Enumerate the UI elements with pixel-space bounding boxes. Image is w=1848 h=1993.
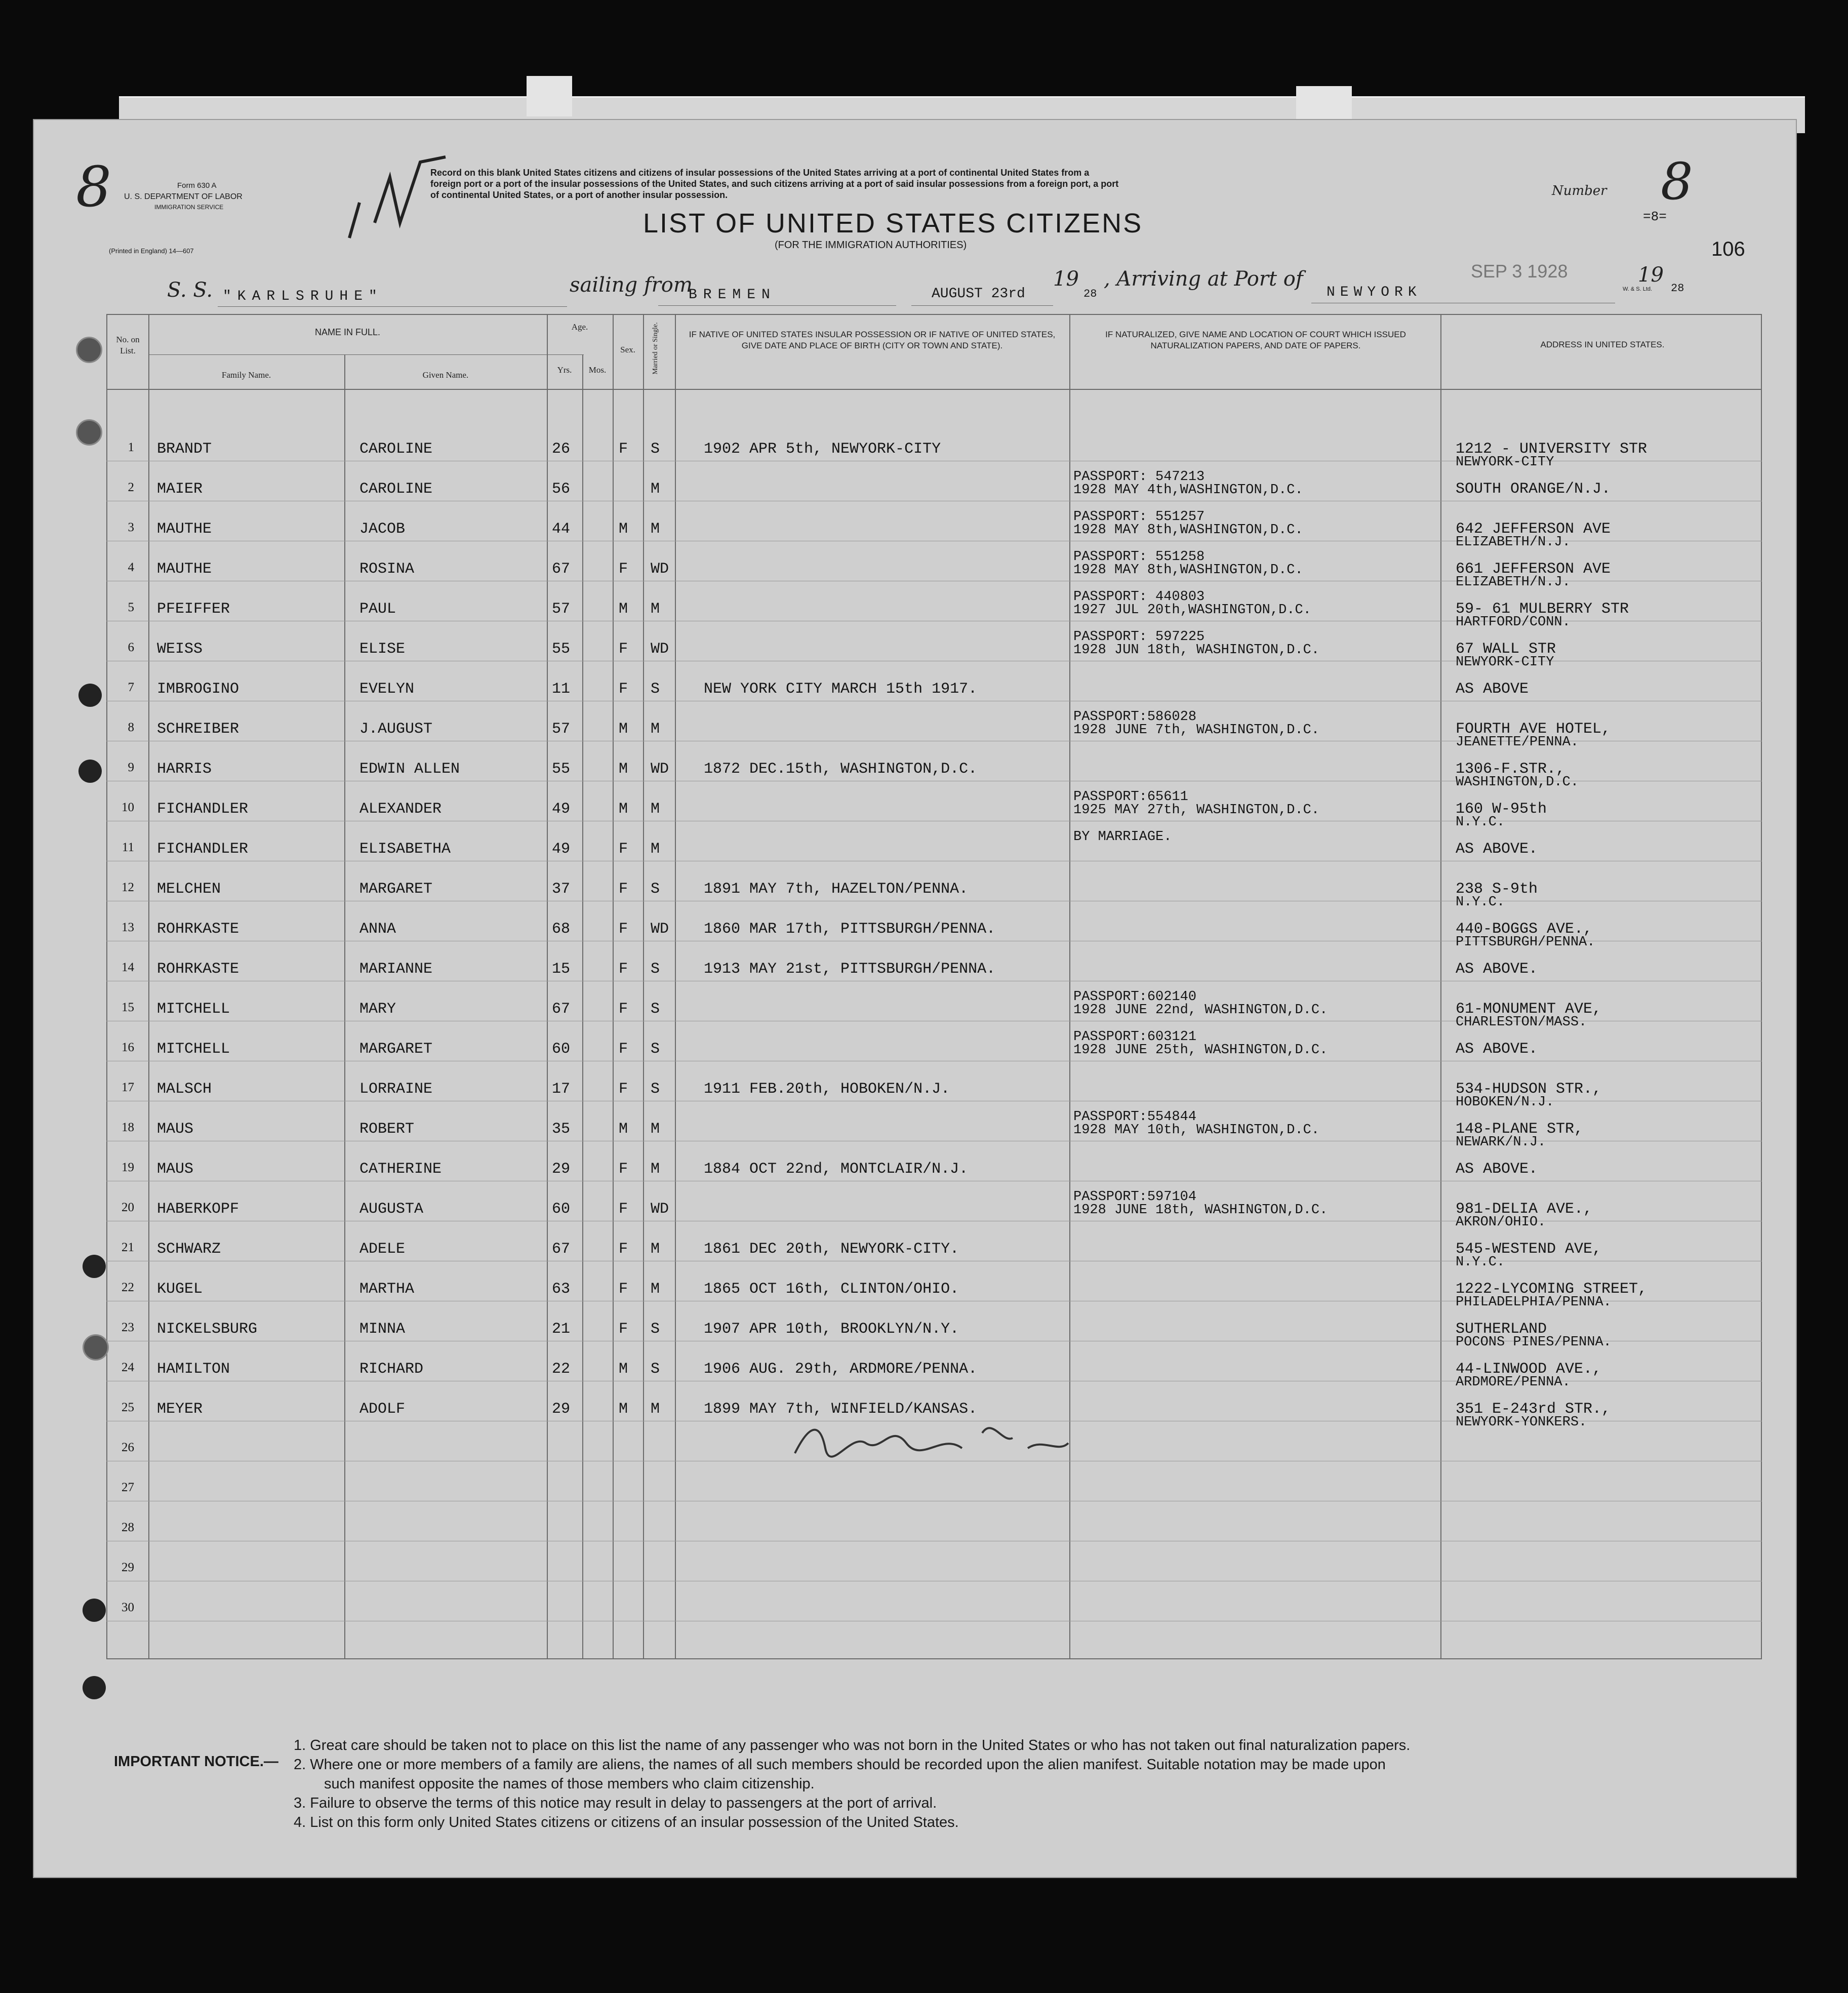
naturalization-line-1: PASSPORT: 547213 [1073,469,1205,485]
naturalization-line-2: 1927 JUL 20th,WASHINGTON,D.C. [1073,603,1311,618]
sex: F [619,1241,628,1258]
birth-details: 1891 MAY 7th, HAZELTON/PENNA. [704,881,969,898]
address-line-1: 351 E-243rd STR., [1456,1401,1611,1418]
marital-status: M [651,521,660,538]
age-years: 17 [552,1081,571,1098]
sex: F [619,1161,628,1178]
sex: F [619,1001,628,1018]
age-years: 44 [552,521,571,538]
punch-hole [83,1599,106,1622]
age-years: 55 [552,761,571,778]
birth-details: 1899 MAY 7th, WINFIELD/KANSAS. [704,1401,978,1418]
naturalization-line-1: PASSPORT: 597225 [1073,629,1205,645]
marital-status: S [651,1001,660,1018]
row-number: 2 [128,481,134,494]
marital-status: WD [651,641,669,658]
given-name: J.AUGUST [359,721,433,738]
sailing-label: sailing from [570,273,693,297]
sex: M [619,1121,628,1138]
header-no-on-list: No. on List. [116,335,140,355]
naturalization-line-2: 1928 MAY 8th,WASHINGTON,D.C. [1073,523,1303,538]
given-name: MARGARET [359,1041,433,1058]
naturalization-line-1: PASSPORT: 551258 [1073,549,1205,565]
header-yrs: Yrs. [557,365,572,375]
naturalization-line-2: 1925 MAY 27th, WASHINGTON,D.C. [1073,803,1320,818]
family-name: ROHRKASTE [157,921,239,938]
given-name: ANNA [359,921,396,938]
naturalization-line-1: PASSPORT:65611 [1073,789,1188,805]
notice-item: 1. Great care should be taken not to place on this list the name of any passenger who was not born in the United States or who has not taken out final naturalization papers. [294,1737,1411,1753]
address-line-1: AS ABOVE. [1456,1161,1538,1178]
age-years: 21 [552,1321,571,1338]
year2-prefix: 19 [1638,263,1664,287]
age-years: 29 [552,1161,571,1178]
marital-status: S [651,1321,660,1338]
sex: F [619,1281,628,1298]
address-line-2: ARDMORE/PENNA. [1456,1375,1571,1390]
naturalization-line-2: 1928 MAY 10th, WASHINGTON,D.C. [1073,1123,1320,1138]
naturalization-line-2: 1928 JUNE 25th, WASHINGTON,D.C. [1073,1043,1328,1058]
marital-status: S [651,1081,660,1098]
service: IMMIGRATION SERVICE [154,204,224,211]
address-line-1: AS ABOVE [1456,681,1529,698]
sex: M [619,1361,628,1378]
row-number: 26 [122,1441,134,1454]
marital-status: S [651,1361,660,1378]
naturalization-line-2: 1928 MAY 8th,WASHINGTON,D.C. [1073,563,1303,578]
number-label: Number [1552,183,1607,198]
table-bottom-border [106,1658,1762,1659]
row-number: 28 [122,1521,134,1534]
page-title: LIST OF UNITED STATES CITIZENS [643,208,1143,238]
year2-suffix: 28 [1671,282,1684,295]
sex: F [619,681,628,698]
address-line-1: 545-WESTEND AVE, [1456,1241,1602,1258]
family-name: HARRIS [157,761,212,778]
marital-status: M [651,481,660,498]
marital-status: WD [651,921,669,938]
row-number: 10 [122,801,134,814]
birth-details: 1911 FEB.20th, HOBOKEN/N.J. [704,1081,950,1098]
age-years: 68 [552,921,571,938]
printer-mark: W. & S. Ltd. [1623,286,1653,292]
row-number: 20 [122,1201,134,1214]
family-name: KUGEL [157,1281,203,1298]
sex: F [619,441,628,458]
address-line-1: 148-PLANE STR, [1456,1121,1584,1138]
sex: F [619,841,628,858]
address-line-1: 44-LINWOOD AVE., [1456,1361,1602,1378]
address-line-1: 981-DELIA AVE., [1456,1201,1593,1218]
address-line-1: 661 JEFFERSON AVE [1456,561,1611,578]
marital-status: S [651,881,660,898]
form-id: Form 630 A [177,181,217,190]
address-line-1: AS ABOVE. [1456,961,1538,978]
row-number: 17 [122,1081,134,1094]
row-number: 24 [122,1361,134,1374]
naturalization-line-2: 1928 MAY 4th,WASHINGTON,D.C. [1073,483,1303,498]
ship-name: "KARLSRUHE" [223,289,383,304]
age-years: 67 [552,1001,571,1018]
family-name: SCHWARZ [157,1241,221,1258]
form-instructions: Record on this blank United States citizens and citizens of insular possessions of the United States arriving at a port of continental United States from a foreign port or a port of the insular possessions of the United States, and such citizens arriving at a port of said insular possessions from a foreign port, a port of continental United States, or a port of another insular possession. [430,168,1119,200]
given-name: ELISABETHA [359,841,451,858]
row-number: 25 [122,1401,134,1414]
header-mos: Mos. [588,365,607,375]
marital-status: M [651,841,660,858]
row-number: 23 [122,1321,134,1334]
age-years: 67 [552,561,571,578]
given-name: LORRAINE [359,1081,433,1098]
marital-status: M [651,1161,660,1178]
row-number: 13 [122,921,134,934]
birth-details: 1872 DEC.15th, WASHINGTON,D.C. [704,761,978,778]
given-name: MARTHA [359,1281,415,1298]
birth-details: 1907 APR 10th, BROOKLYN/N.Y. [704,1321,959,1338]
naturalization-line-1: PASSPORT: 551257 [1073,509,1205,525]
family-name: MAUTHE [157,521,212,538]
age-years: 63 [552,1281,571,1298]
row-number: 11 [122,841,134,854]
port-to: NEWYORK [1327,285,1422,300]
age-years: 60 [552,1041,571,1058]
age-years: 57 [552,601,571,618]
given-name: JACOB [359,521,406,538]
marital-status: M [651,1121,660,1138]
header-name-in-full: NAME IN FULL. [314,327,381,337]
table-header-border [106,389,1762,390]
birth-details: 1860 MAR 17th, PITTSBURGH/PENNA. [704,921,996,938]
given-name: MARIANNE [359,961,433,978]
given-name: MARY [359,1001,396,1018]
header-naturalized: IF NATURALIZED, GIVE NAME AND LOCATION OF COURT WHICH ISSUED NATURALIZATION PAPERS, AND DATE OF PAPERS. [1105,330,1406,350]
sex: F [619,1041,628,1058]
notice-item: 3. Failure to observe the terms of this notice may result in delay to passengers at the port of arrival. [294,1795,937,1811]
sex: M [619,521,628,538]
sex: M [619,801,628,818]
address-line-2: ELIZABETH/N.J. [1456,535,1571,550]
given-name: ADELE [359,1241,406,1258]
sex: F [619,961,628,978]
family-name: HAMILTON [157,1361,230,1378]
row-number: 8 [128,721,134,734]
marital-status: S [651,1041,660,1058]
marital-status: S [651,441,660,458]
given-name: ROSINA [359,561,415,578]
given-name: ADOLF [359,1401,406,1418]
address-line-1: AS ABOVE. [1456,841,1538,858]
age-years: 15 [552,961,571,978]
age-years: 56 [552,481,571,498]
sex: F [619,1081,628,1098]
family-name: FICHANDLER [157,841,249,858]
row-number: 19 [122,1161,134,1174]
family-name: MITCHELL [157,1041,230,1058]
address-line-2: N.Y.C. [1456,895,1505,910]
punch-hole [76,419,102,446]
family-name: BRANDT [157,441,212,458]
marital-status: M [651,801,660,818]
naturalization-line-2: 1928 JUNE 22nd, WASHINGTON,D.C. [1073,1003,1328,1018]
paper-tab [1296,86,1352,122]
sex: F [619,881,628,898]
row-number: 22 [122,1281,134,1294]
age-years: 11 [552,681,571,698]
naturalization-line-1: PASSPORT:554844 [1073,1109,1197,1125]
header-family-name: Family Name. [221,370,271,380]
address-line-2: AKRON/OHIO. [1456,1215,1546,1230]
naturalization-line-1: PASSPORT:603121 [1073,1029,1197,1045]
given-name: CAROLINE [359,481,433,498]
row-number: 7 [128,681,134,694]
age-years: 29 [552,1401,571,1418]
age-years: 49 [552,841,571,858]
address-line-1: 238 S-9th [1456,881,1538,898]
address-line-1: 1212 - UNIVERSITY STR [1456,441,1648,458]
marital-status: S [651,681,660,698]
naturalization-line-2: 1928 JUN 18th, WASHINGTON,D.C. [1073,643,1320,658]
naturalization-line-1: PASSPORT:586028 [1073,709,1197,725]
department: U. S. DEPARTMENT OF LABOR [124,192,243,201]
address-line-2: PHILADELPHIA/PENNA. [1456,1295,1612,1310]
ss-label: S. S. [167,278,213,302]
port-from: BREMEN [689,287,776,303]
address-line-1: 440-BOGGS AVE., [1456,921,1593,938]
age-years: 26 [552,441,571,458]
given-name: RICHARD [359,1361,424,1378]
punch-hole [83,1334,109,1361]
birth-details: 1861 DEC 20th, NEWYORK-CITY. [704,1241,959,1258]
family-name: MITCHELL [157,1001,230,1018]
family-name: PFEIFFER [157,601,230,618]
row-number: 16 [122,1041,134,1054]
marital-status: M [651,721,660,738]
address-line-2: NEWARK/N.J. [1456,1135,1546,1150]
address-line-1: 160 W-95th [1456,801,1547,818]
notice-list [294,1736,1772,1832]
marital-status: S [651,961,660,978]
header-sex: Sex. [620,345,635,354]
address-line-2: NEWYORK-CITY [1456,455,1554,470]
marital-status: M [651,601,660,618]
table-top-border [106,314,1762,315]
notice-item: 4. List on this form only United States citizens or citizens of an insular possession of the United States. [294,1814,959,1830]
arrival-stamp: SEP 3 1928 [1471,261,1568,282]
punch-hole [83,1676,106,1699]
address-line-2: CHARLESTON/MASS. [1456,1015,1587,1030]
given-name: ALEXANDER [359,801,442,818]
naturalization-line-1: PASSPORT:602140 [1073,989,1197,1005]
header-married-single: Married or Single. [652,322,659,375]
age-years: 22 [552,1361,571,1378]
marital-status: WD [651,1201,669,1218]
given-name: ROBERT [359,1121,415,1138]
given-name: AUGUSTA [359,1201,424,1218]
address-line-2: ELIZABETH/N.J. [1456,575,1571,590]
address-line-1: SUTHERLAND [1456,1321,1547,1338]
row-number: 21 [122,1241,134,1254]
marital-status: M [651,1241,660,1258]
row-number: 18 [122,1121,134,1134]
address-line-2: NEWYORK-CITY [1456,655,1554,670]
printed-note: (Printed in England) 14—607 [109,247,194,255]
birth-details: 1906 AUG. 29th, ARDMORE/PENNA. [704,1361,978,1378]
naturalization-line-2: 1928 JUNE 18th, WASHINGTON,D.C. [1073,1203,1328,1218]
header-given-name: Given Name. [422,370,469,380]
form-sheet [33,119,1797,1878]
row-number: 6 [128,641,134,654]
family-name: MAIER [157,481,203,498]
number-value: 8 [1661,152,1693,211]
header-age: Age. [571,322,588,332]
birth-details: 1913 MAY 21st, PITTSBURGH/PENNA. [704,961,996,978]
given-name: EDWIN ALLEN [359,761,460,778]
address-line-2: POCONS PINES/PENNA. [1456,1335,1612,1350]
row-number: 29 [122,1561,134,1574]
family-name: NICKELSBURG [157,1321,258,1338]
address-line-2: JEANETTE/PENNA. [1456,735,1579,750]
naturalization-line-1: PASSPORT:597104 [1073,1189,1197,1205]
header-address: ADDRESS IN UNITED STATES. [1540,340,1665,349]
address-line-2: N.Y.C. [1456,1255,1505,1270]
corner-number: 8 [76,154,111,219]
address-line-1: 67 WALL STR [1456,641,1556,658]
family-name: MEYER [157,1401,203,1418]
family-name: MAUTHE [157,561,212,578]
row-number: 9 [128,761,134,774]
marital-status: WD [651,761,669,778]
notice-item: such manifest opposite the names of those members who claim citizenship. [324,1776,815,1792]
family-name: ROHRKASTE [157,961,239,978]
family-name: MELCHEN [157,881,221,898]
punch-hole [78,760,102,783]
family-name: MALSCH [157,1081,212,1098]
sex: M [619,1401,628,1418]
naturalization-line-1: BY MARRIAGE. [1073,829,1172,845]
naturalization-line-1: PASSPORT: 440803 [1073,589,1205,605]
departure-date: AUGUST 23rd [932,286,1025,302]
given-name: MINNA [359,1321,406,1338]
row-number: 27 [122,1481,134,1494]
handwritten-signature [790,1413,1073,1468]
given-name: ELISE [359,641,406,658]
arriving-label: , Arriving at Port of [1104,267,1303,291]
address-line-2: N.Y.C. [1456,815,1505,830]
address-line-1: 1306-F.STR., [1456,761,1565,778]
row-number: 3 [128,521,134,534]
row-number: 30 [122,1601,134,1614]
number-sub: =8= [1643,209,1667,224]
address-line-2: NEWYORK-YONKERS. [1456,1415,1587,1430]
age-years: 60 [552,1201,571,1218]
header-native: IF NATIVE OF UNITED STATES INSULAR POSSESSION OR IF NATIVE OF UNITED STATES, GIVE DATE AND PLACE OF BIRTH (CITY OR TOWN AND STATE). [689,330,1056,350]
address-line-2: PITTSBURGH/PENNA. [1456,935,1595,950]
given-name: CATHERINE [359,1161,442,1178]
address-line-1: FOURTH AVE HOTEL, [1456,721,1611,738]
sex: F [619,1321,628,1338]
punch-hole [76,337,102,363]
address-line-1: 1222-LYCOMING STREET, [1456,1281,1648,1298]
family-name: MAUS [157,1161,194,1178]
birth-details: 1884 OCT 22nd, MONTCLAIR/N.J. [704,1161,969,1178]
sex: F [619,921,628,938]
address-line-2: WASHINGTON,D.C. [1456,775,1579,790]
address-line-2: HOBOKEN/N.J. [1456,1095,1554,1110]
notice-label: IMPORTANT NOTICE.— [114,1753,278,1770]
row-number: 14 [122,961,134,974]
sex: F [619,561,628,578]
family-name: HABERKOPF [157,1201,239,1218]
family-name: MAUS [157,1121,194,1138]
sex: F [619,641,628,658]
row-number: 1 [128,441,134,454]
punch-hole [83,1255,106,1278]
given-name: PAUL [359,601,396,618]
row-number: 5 [128,601,134,614]
family-name: SCHREIBER [157,721,239,738]
row-number: 15 [122,1001,134,1014]
naturalization-line-2: 1928 JUNE 7th, WASHINGTON,D.C. [1073,723,1320,738]
age-years: 49 [552,801,571,818]
row-number: 4 [128,561,134,574]
marital-status: M [651,1281,660,1298]
address-line-1: 534-HUDSON STR., [1456,1081,1602,1098]
sex: M [619,761,628,778]
birth-details: 1902 APR 5th, NEWYORK-CITY [704,441,941,458]
marital-status: M [651,1401,660,1418]
year-suffix: 28 [1083,288,1097,300]
year-prefix: 19 [1053,267,1079,291]
family-name: IMBROGINO [157,681,239,698]
age-years: 37 [552,881,571,898]
address-line-2: HARTFORD/CONN. [1456,615,1571,630]
birth-details: NEW YORK CITY MARCH 15th 1917. [704,681,978,698]
birth-details: 1865 OCT 16th, CLINTON/OHIO. [704,1281,959,1298]
sex: M [619,721,628,738]
given-name: CAROLINE [359,441,433,458]
age-years: 35 [552,1121,571,1138]
sex: F [619,1201,628,1218]
notice-item: 2. Where one or more members of a family are aliens, the names of all such members should be recorded upon the alien manifest. Suitable notation may be made upon [294,1757,1386,1773]
sex: M [619,601,628,618]
page-number: 106 [1711,238,1745,260]
age-years: 55 [552,641,571,658]
address-line-1: SOUTH ORANGE/N.J. [1456,481,1611,498]
address-line-1: 61-MONUMENT AVE, [1456,1001,1602,1018]
family-name: WEISS [157,641,203,658]
address-line-1: 59- 61 MULBERRY STR [1456,601,1629,618]
age-years: 57 [552,721,571,738]
paper-tab [527,76,572,116]
given-name: EVELYN [359,681,415,698]
age-years: 67 [552,1241,571,1258]
address-line-1: 642 JEFFERSON AVE [1456,521,1611,538]
given-name: MARGARET [359,881,433,898]
family-name: FICHANDLER [157,801,249,818]
punch-hole [78,684,102,707]
row-number: 12 [122,881,134,894]
address-line-1: AS ABOVE. [1456,1041,1538,1058]
marital-status: WD [651,561,669,578]
page-subtitle: (FOR THE IMMIGRATION AUTHORITIES) [775,240,967,251]
